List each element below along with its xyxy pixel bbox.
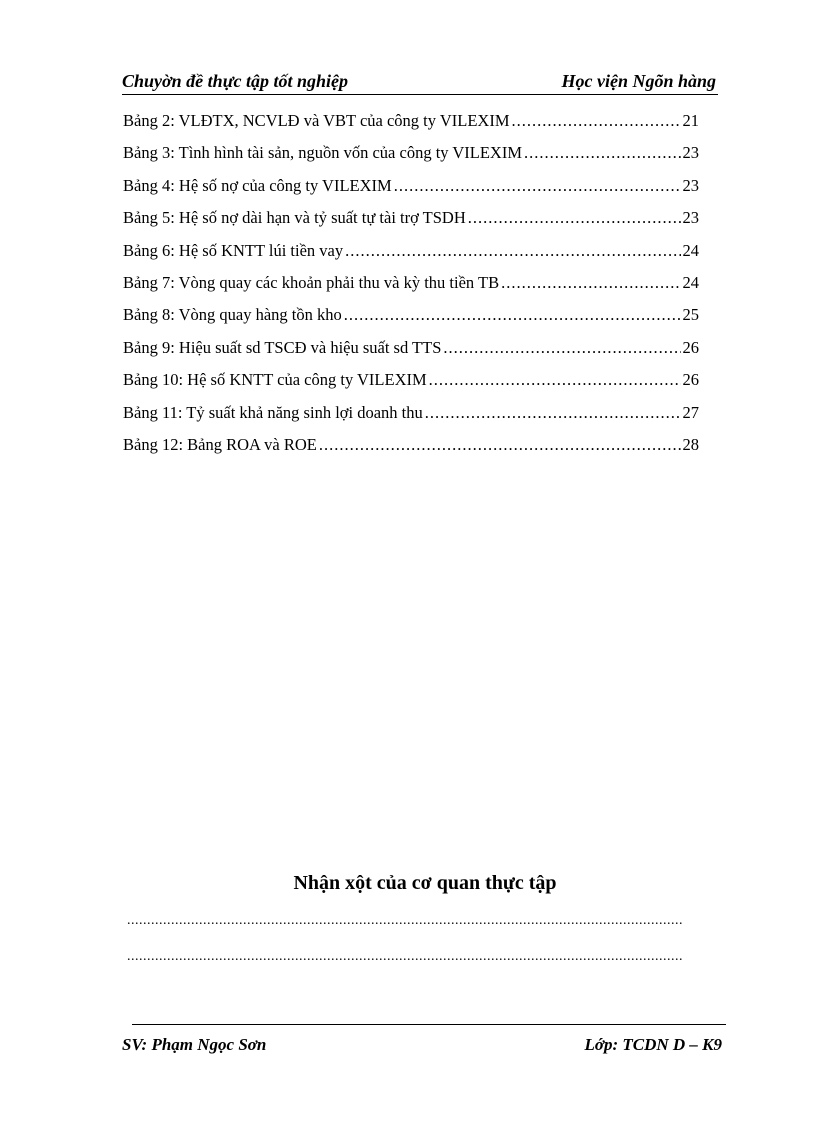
toc-entry-page: 23 — [682, 175, 699, 195]
toc-entry-title: Bảng 2: VLĐTX, NCVLĐ và VBT của công ty VILEXIM — [123, 111, 510, 130]
toc-entry-title: Bảng 3: Tình hình tài sản, nguồn vốn của công ty VILEXIM — [123, 143, 523, 163]
toc-dot-leader — [394, 174, 681, 198]
toc-entry-page: 21 — [682, 111, 699, 130]
toc-entry — [123, 368, 699, 400]
toc-entry — [123, 206, 699, 238]
toc-entry — [123, 141, 699, 173]
toc-dot-leader — [468, 206, 681, 230]
toc-entry-page: 24 — [682, 272, 699, 292]
remarks-blank-line — [127, 910, 682, 932]
toc-entry — [123, 174, 699, 206]
toc-entry — [123, 271, 699, 303]
toc-entry — [123, 401, 699, 433]
toc-entry-page: 23 — [682, 208, 699, 228]
toc-entry-title: Bảng 5: Hệ số nợ dài hạn và tỷ suất tự tài trợ TSDH — [123, 208, 466, 228]
toc-entry-page: 26 — [682, 337, 699, 357]
header-report-title: Chuyờn đề thực tập tốt nghiệp — [122, 71, 348, 91]
toc-entry-page: 26 — [682, 370, 699, 390]
toc-entry-title: Bảng 4: Hệ số nợ của công ty VILEXIM — [123, 175, 392, 195]
toc-entry-title: Bảng 11: Tỷ suất khả năng sinh lợi doanh thu — [123, 402, 423, 422]
toc-entry-title: Bảng 6: Hệ số KNTT lúi tiền vay — [123, 240, 344, 260]
toc-entry-page: 25 — [682, 305, 699, 325]
remarks-blank-line — [127, 946, 682, 968]
toc-dot-leader — [345, 239, 680, 263]
toc-entry-title: Bảng 12: Bảng ROA và ROE — [123, 434, 317, 454]
toc-entry-page: 27 — [682, 402, 699, 422]
toc-dot-leader — [524, 141, 680, 165]
toc-entry-page: 23 — [682, 143, 699, 163]
toc-entry-page: 28 — [682, 434, 699, 454]
toc-entry — [123, 239, 699, 271]
toc-dot-leader — [425, 401, 681, 425]
toc-entry — [123, 303, 699, 335]
toc-entry-title: Bảng 7: Vòng quay các khoản phải thu và kỳ thu tiền TB — [123, 272, 500, 292]
toc-entry-title: Bảng 8: Vòng quay hàng tồn kho — [123, 305, 342, 325]
table-of-contents — [123, 109, 699, 465]
footer-divider — [132, 1024, 726, 1025]
toc-entry-title: Bảng 9: Hiệu suất sd TSCĐ và hiệu suất sd TTS — [123, 337, 442, 357]
toc-dot-leader — [319, 433, 681, 457]
remarks-heading: Nhận xột của cơ quan thực tập — [293, 872, 557, 894]
toc-dot-leader — [443, 336, 680, 360]
toc-entry — [123, 109, 699, 141]
footer-class: Lớp: TCDN D – K9 — [584, 1035, 722, 1054]
toc-entry-title: Bảng 10: Hệ số KNTT của công ty VILEXIM — [123, 370, 427, 390]
toc-dot-leader — [512, 109, 681, 133]
page-header — [122, 70, 718, 95]
page-footer — [122, 1034, 722, 1058]
toc-entry — [123, 433, 699, 465]
toc-dot-leader — [501, 271, 680, 295]
footer-student-name: SV: Phạm Ngọc Sơn — [122, 1035, 267, 1054]
toc-dot-leader — [429, 368, 681, 392]
toc-entry — [123, 336, 699, 368]
toc-entry-page: 24 — [682, 240, 699, 260]
header-institution: Học viện Ngõn hàng — [561, 71, 716, 91]
toc-dot-leader — [344, 303, 681, 327]
